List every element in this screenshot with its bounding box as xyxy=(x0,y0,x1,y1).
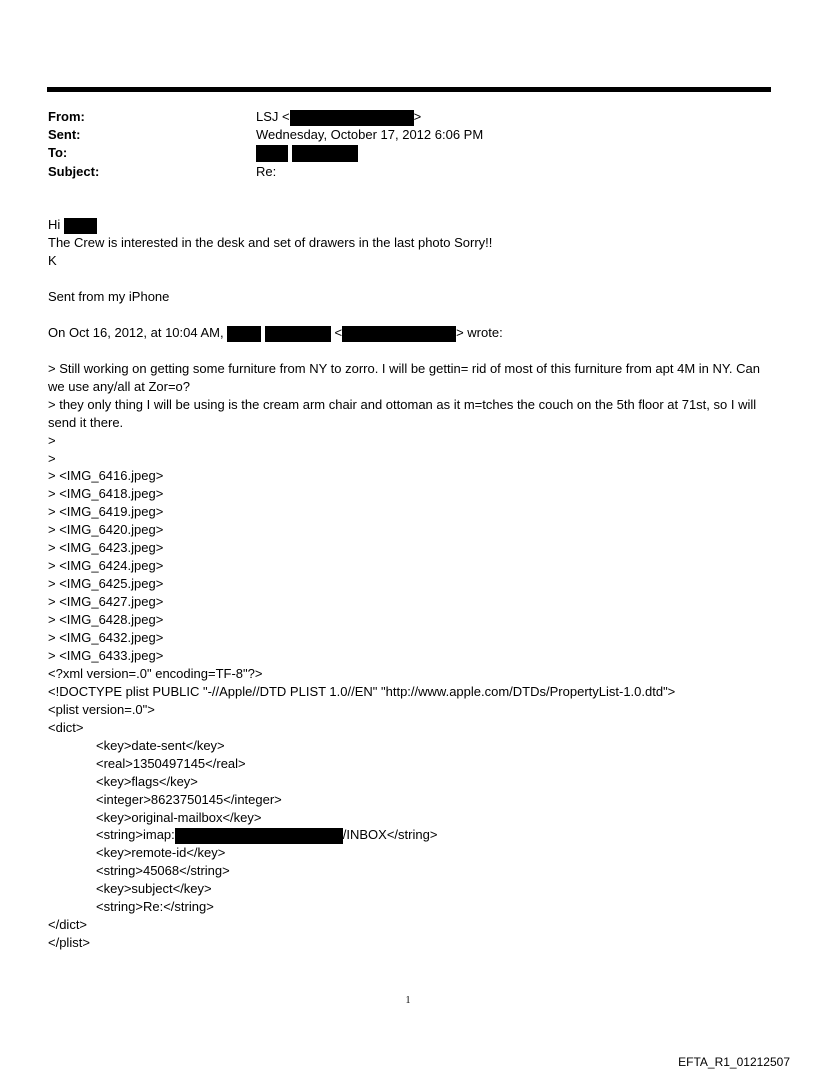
from-prefix: LSJ < xyxy=(256,109,290,124)
from-value xyxy=(256,108,421,126)
redaction-block xyxy=(290,110,414,126)
redaction-block xyxy=(175,828,343,844)
attachment-line: > <IMG_6423.jpeg> xyxy=(48,540,164,555)
attachment-line: > <IMG_6433.jpeg> xyxy=(48,648,164,663)
dict-line: <key>flags</key> xyxy=(96,774,198,789)
quote-intro xyxy=(48,324,503,342)
attachment-line: > <IMG_6418.jpeg> xyxy=(48,486,164,501)
imap-suffix: /INBOX</string> xyxy=(342,827,438,842)
redaction-block xyxy=(256,145,288,162)
dict-line: <key>subject</key> xyxy=(96,881,212,896)
dict-line: <string>Re:</string> xyxy=(96,899,214,914)
attachment-line: > <IMG_6419.jpeg> xyxy=(48,504,164,519)
attachment-line: > <IMG_6428.jpeg> xyxy=(48,612,164,627)
quote-intro-prefix: On Oct 16, 2012, at 10:04 AM, xyxy=(48,325,224,340)
attachment-line: > <IMG_6416.jpeg> xyxy=(48,468,164,483)
header-rule xyxy=(47,87,771,92)
to-value xyxy=(256,144,358,162)
dict-open: <dict> xyxy=(48,720,84,735)
redaction-block xyxy=(64,218,97,234)
attachment-line: > <IMG_6425.jpeg> xyxy=(48,576,164,591)
from-label: From: xyxy=(48,109,85,124)
quote-intro-suffix: > wrote: xyxy=(456,325,503,340)
to-label: To: xyxy=(48,145,68,160)
redaction-block xyxy=(292,145,358,162)
greeting-text: Hi xyxy=(48,217,61,232)
attachment-line: > <IMG_6420.jpeg> xyxy=(48,522,164,537)
from-suffix: > xyxy=(413,109,422,124)
imap-line xyxy=(96,826,437,844)
subject-value: Re: xyxy=(256,164,277,179)
xml-declaration: <?xml version=.0" encoding=TF-8"?> xyxy=(48,666,263,681)
dict-line: <key>original-mailbox</key> xyxy=(96,810,262,825)
doctype-line: <!DOCTYPE plist PUBLIC "-//Apple//DTD PLIST 1.0//EN" "http://www.apple.com/DTDs/PropertyList-1.0.dtd"> xyxy=(48,684,676,699)
page-number: 1 xyxy=(405,995,411,1006)
attachment-line: > <IMG_6432.jpeg> xyxy=(48,630,164,645)
dict-line: <integer>8623750145</integer> xyxy=(96,792,282,807)
quote-marker: > xyxy=(48,451,56,466)
document-id: EFTA_R1_01212507 xyxy=(678,1055,790,1069)
quote-intro-lt: < xyxy=(334,325,343,340)
quoted-paragraph: > they only thing I will be using is the cream arm chair and ottoman as it m=tches the couch on the 5th floor at 71st, so I will send it there. xyxy=(48,397,757,430)
attachment-line: > <IMG_6424.jpeg> xyxy=(48,558,164,573)
plist-open: <plist version=.0"> xyxy=(48,702,155,717)
dict-line: <key>remote-id</key> xyxy=(96,845,226,860)
body-line: The Crew is interested in the desk and set of drawers in the last photo Sorry!! xyxy=(48,235,493,250)
quoted-paragraph: > Still working on getting some furniture from NY to zorro. I will be gettin= rid of most of this furniture from apt 4M in NY. Can we use any/all at Zor=o? xyxy=(48,361,760,394)
dict-line: <string>45068</string> xyxy=(96,863,230,878)
dict-line: <key>date-sent</key> xyxy=(96,738,225,753)
greeting xyxy=(48,216,97,234)
dict-close: </dict> xyxy=(48,917,88,932)
sent-from-line: Sent from my iPhone xyxy=(48,289,170,304)
plist-close: </plist> xyxy=(48,935,90,950)
subject-label: Subject: xyxy=(48,164,100,179)
quote-marker: > xyxy=(48,433,56,448)
sent-value: Wednesday, October 17, 2012 6:06 PM xyxy=(256,127,484,142)
signoff: K xyxy=(48,253,57,268)
redaction-block xyxy=(227,326,261,342)
dict-line: <real>1350497145</real> xyxy=(96,756,246,771)
redaction-block xyxy=(265,326,331,342)
imap-prefix: <string>imap: xyxy=(96,827,175,842)
sent-label: Sent: xyxy=(48,127,81,142)
redaction-block xyxy=(342,326,456,342)
attachment-line: > <IMG_6427.jpeg> xyxy=(48,594,164,609)
